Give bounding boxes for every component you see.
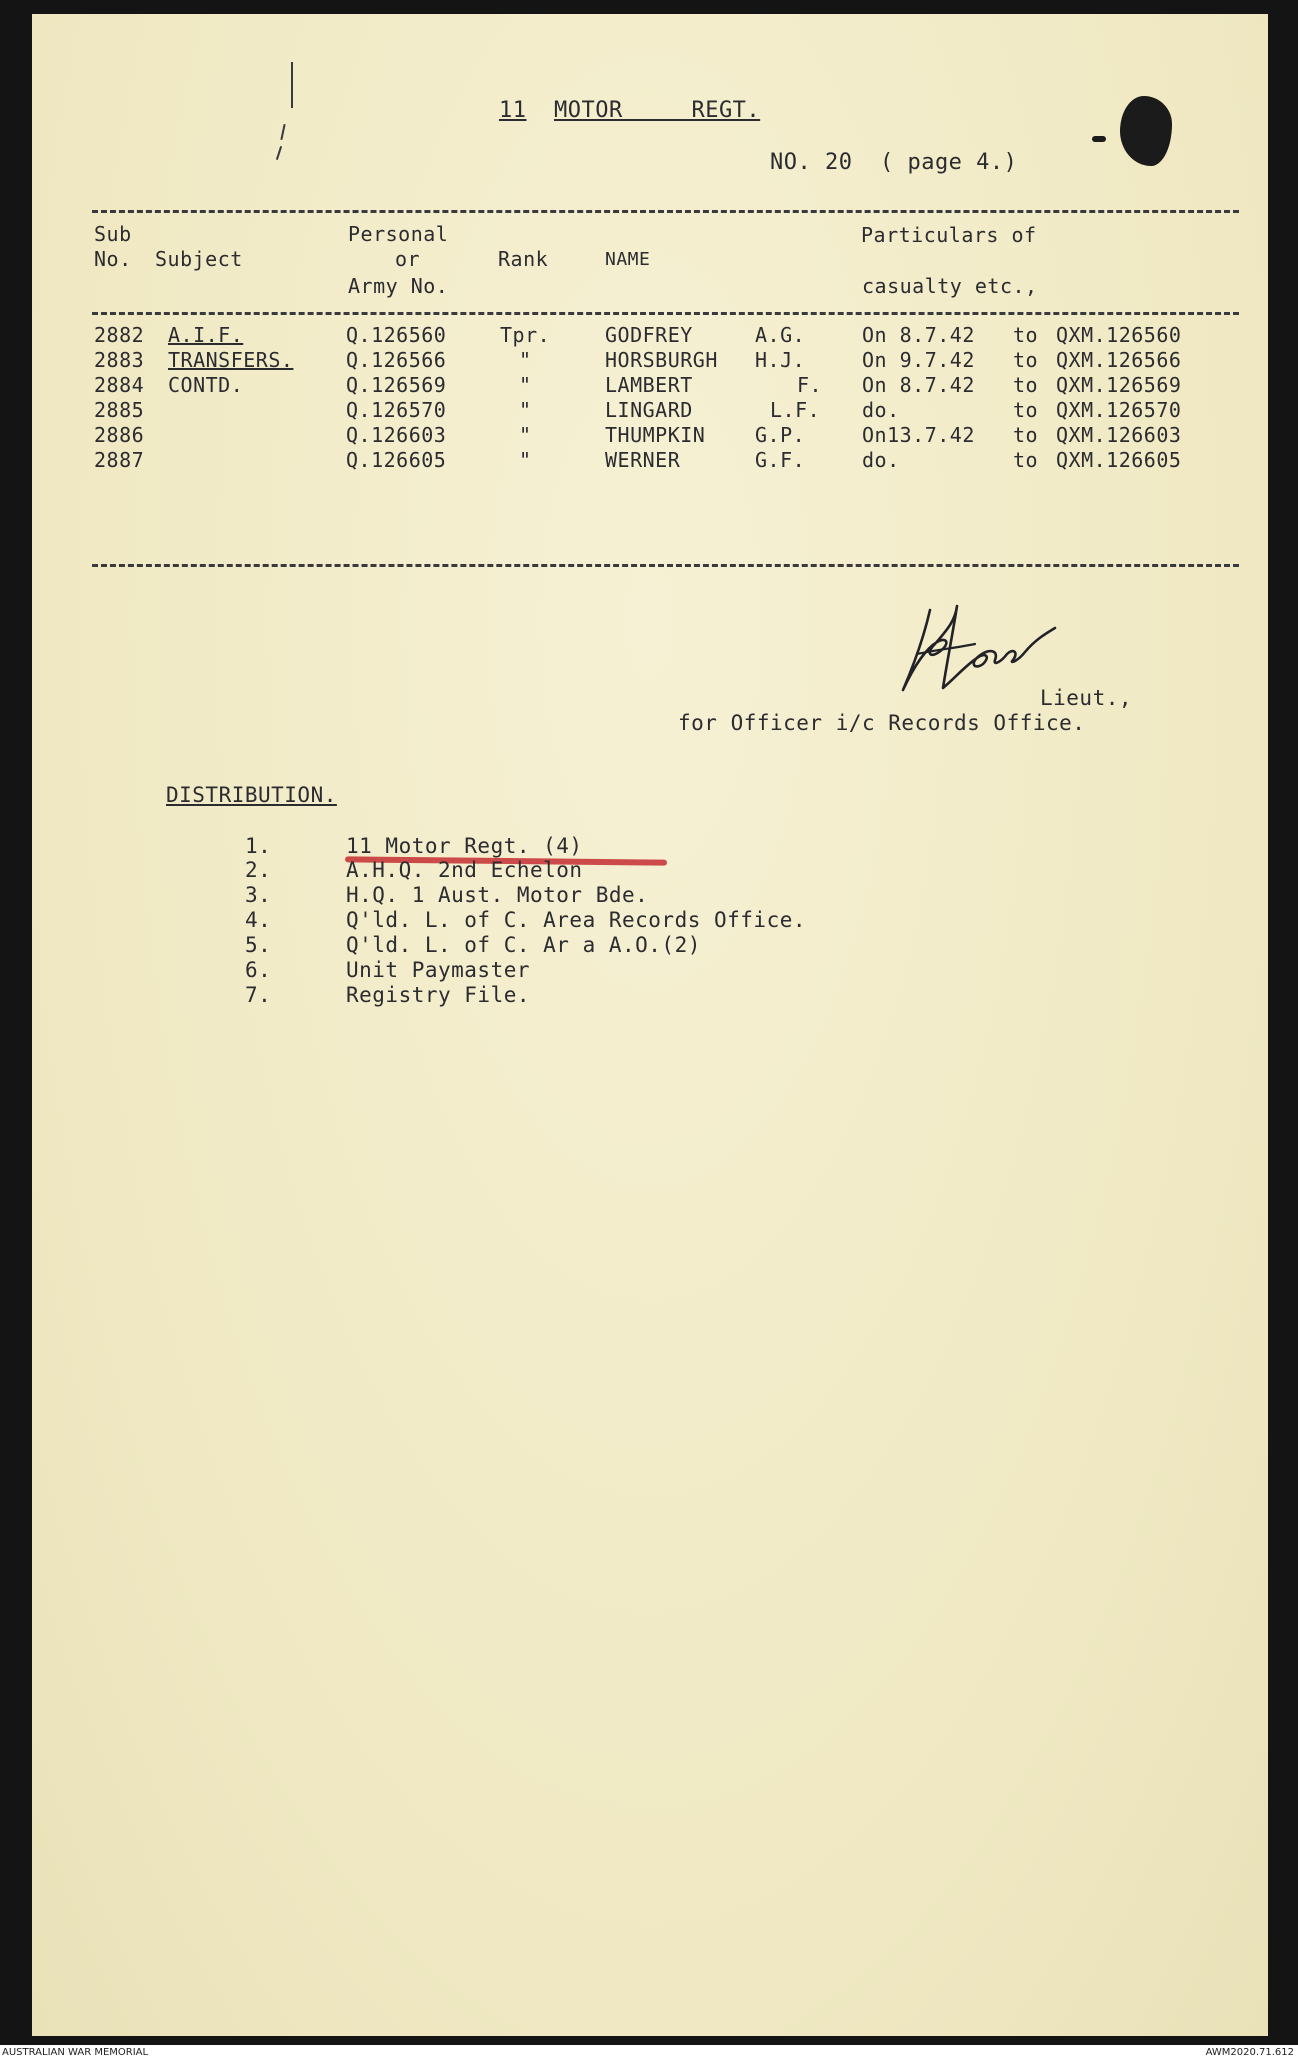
cell-qxm: QXM.126566	[1056, 348, 1182, 372]
distribution-number: 3.	[245, 883, 272, 907]
signatory-office: for Officer i/c Records Office.	[678, 711, 1086, 735]
header-personal: Personal	[348, 222, 449, 246]
rule-top	[92, 210, 1239, 213]
cell-date: do.	[862, 398, 900, 422]
header-army-no: Army No.	[348, 274, 449, 298]
distribution-number: 2.	[245, 858, 272, 882]
cell-surname: GODFREY	[605, 323, 693, 347]
cell-initials: L.F.	[770, 398, 821, 422]
cell-sub-no: 2883	[94, 348, 145, 372]
header-name: NAME	[605, 249, 651, 270]
cell-initials: H.J.	[755, 348, 806, 372]
distribution-text: 11 Motor Regt. (4)	[346, 834, 583, 858]
cell-rank: Tpr.	[500, 323, 551, 347]
cell-initials: A.G.	[755, 323, 806, 347]
cell-to: to	[1013, 323, 1039, 347]
header-sub: Sub	[94, 222, 132, 246]
cell-army-no: Q.126605	[346, 448, 447, 472]
cell-army-no: Q.126570	[346, 398, 447, 422]
distribution-text: Registry File.	[346, 983, 531, 1007]
distribution-number: 5.	[245, 933, 272, 957]
rule-table-end	[92, 564, 1239, 567]
document-title	[499, 98, 760, 123]
signatory-rank: Lieut.,	[1040, 686, 1133, 710]
cell-to: to	[1013, 373, 1039, 397]
cell-rank: "	[519, 398, 532, 422]
cell-qxm: QXM.126603	[1056, 423, 1182, 447]
distribution-text: Unit Paymaster	[346, 958, 531, 982]
cell-date: On 8.7.42	[862, 373, 975, 397]
page-reference: NO. 20 ( page 4.)	[770, 150, 1018, 175]
header-no: No.	[94, 247, 132, 271]
document-page	[32, 14, 1268, 2036]
distribution-number: 1.	[245, 834, 272, 858]
header-or: or	[395, 247, 421, 271]
subject-line-1: A.I.F.	[168, 323, 244, 347]
cell-rank: "	[519, 448, 532, 472]
distribution-heading: DISTRIBUTION.	[166, 783, 337, 807]
cell-qxm: QXM.126605	[1056, 448, 1182, 472]
header-casualty: casualty etc.,	[862, 274, 1038, 298]
rule-header	[92, 312, 1239, 315]
cell-initials: G.F.	[755, 448, 806, 472]
footer-accession-number: AWM2020.71.612	[1205, 2047, 1294, 2058]
ink-blot-fragment	[1092, 136, 1106, 142]
cell-surname: WERNER	[605, 448, 681, 472]
cell-army-no: Q.126560	[346, 323, 447, 347]
distribution-text: Q'ld. L. of C. Area Records Office.	[346, 908, 807, 932]
cell-surname: HORSBURGH	[605, 348, 718, 372]
cell-rank: "	[519, 423, 532, 447]
header-subject: Subject	[155, 247, 243, 271]
header-rank: Rank	[498, 247, 549, 271]
distribution-text: H.Q. 1 Aust. Motor Bde.	[346, 883, 649, 907]
cell-army-no: Q.126569	[346, 373, 447, 397]
footer-institution: AUSTRALIAN WAR MEMORIAL	[2, 2047, 149, 2058]
cell-initials: G.P.	[755, 423, 806, 447]
cell-to: to	[1013, 448, 1039, 472]
cell-sub-no: 2884	[94, 373, 145, 397]
cell-to: to	[1013, 398, 1039, 422]
distribution-number: 7.	[245, 983, 272, 1007]
cell-qxm: QXM.126569	[1056, 373, 1182, 397]
cell-qxm: QXM.126570	[1056, 398, 1182, 422]
cell-army-no: Q.126603	[346, 423, 447, 447]
cell-initials: F.	[797, 373, 823, 397]
cell-surname: THUMPKIN	[605, 423, 706, 447]
cell-date: do.	[862, 448, 900, 472]
cell-sub-no: 2882	[94, 323, 145, 347]
cell-rank: "	[519, 373, 532, 397]
cell-sub-no: 2887	[94, 448, 145, 472]
header-particulars: Particulars of	[861, 223, 1037, 247]
cell-date: On 8.7.42	[862, 323, 975, 347]
margin-mark	[291, 62, 293, 108]
cell-army-no: Q.126566	[346, 348, 447, 372]
cell-sub-no: 2886	[94, 423, 145, 447]
subject-line-2: TRANSFERS.	[168, 348, 294, 372]
cell-to: to	[1013, 348, 1039, 372]
cell-surname: LAMBERT	[605, 373, 693, 397]
distribution-number: 6.	[245, 958, 272, 982]
distribution-number: 4.	[245, 908, 272, 932]
distribution-text: Q'ld. L. of C. Ar a A.O.(2)	[346, 933, 701, 957]
cell-rank: "	[519, 348, 532, 372]
cell-sub-no: 2885	[94, 398, 145, 422]
title-unit-name: MOTOR REGT.	[554, 98, 761, 123]
title-unit-number: 11	[499, 98, 527, 123]
cell-date: On13.7.42	[862, 423, 975, 447]
cell-date: On 9.7.42	[862, 348, 975, 372]
subject-line-3: CONTD.	[168, 373, 244, 397]
cell-qxm: QXM.126560	[1056, 323, 1182, 347]
distribution-text: A.H.Q. 2nd Echelon	[346, 858, 583, 882]
cell-to: to	[1013, 423, 1039, 447]
cell-surname: LINGARD	[605, 398, 693, 422]
